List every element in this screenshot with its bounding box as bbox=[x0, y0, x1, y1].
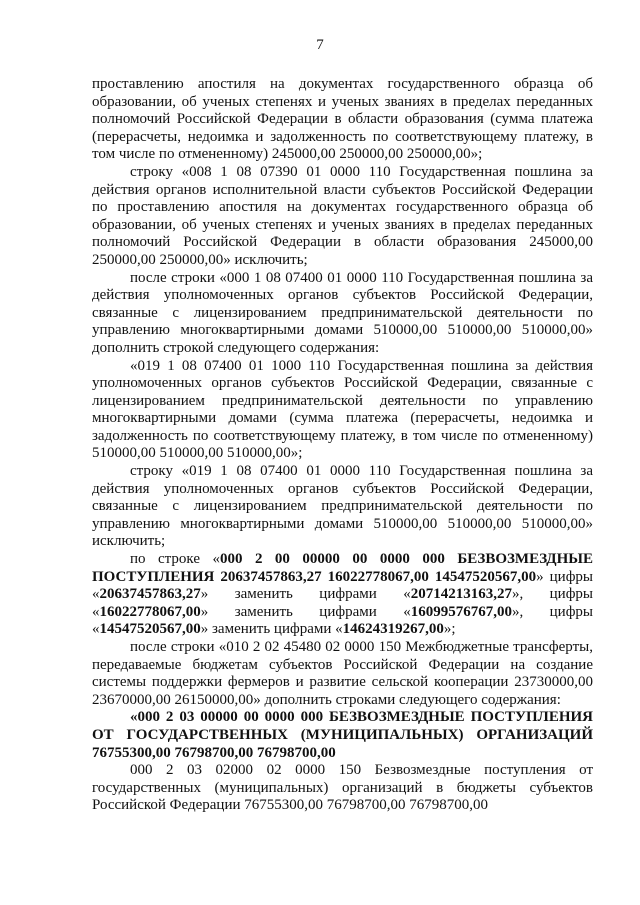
text-run: » заменить цифрами « bbox=[200, 621, 343, 638]
page-number: 7 bbox=[316, 37, 324, 53]
paragraph bbox=[92, 358, 593, 464]
bold-text-run: 20637457863,27 bbox=[99, 586, 201, 603]
text-run: » заменить цифрами « bbox=[200, 586, 411, 603]
bold-text-run: 16099576767,00 bbox=[410, 603, 512, 620]
bold-text-run: 20714213163,27 bbox=[410, 586, 512, 603]
paragraph bbox=[92, 270, 593, 358]
bold-text-run: 000 2 00 00000 00 0000 000 БЕЗВОЗМЕЗДНЫЕ ПОСТУПЛЕНИЯ 20637457863,27 16022778067,00 14547520567,00 bbox=[92, 551, 594, 585]
text-run: » заменить цифрами « bbox=[200, 603, 411, 620]
document-body bbox=[92, 76, 593, 815]
text-run: «019 1 08 07400 01 1000 110 Государственная пошлина за действия уполномоченных органов субъектов Российской Федерации, связанные с лицензированием предпринимательской деятельности по управлению многоквартирными домами (сумма платежа (перерасчеты, недоимка и задолженность по соответствующему платежу, в том числе по отмененному) 510000,00 510000,00 510000,00»; bbox=[92, 357, 593, 462]
text-run: проставлению апостиля на документах государственного образца об образовании, об ученых степенях и ученых званиях в пределах переданных полномочий Российской Федерации в области образования (сумма платежа (перерасчеты, недоимка и задолженность по соответствующему платежу, в том числе по отмененному) 245000,00 250000,00 250000,00»; bbox=[92, 76, 593, 163]
paragraph bbox=[92, 76, 593, 164]
paragraph bbox=[92, 551, 593, 639]
text-run: 000 2 03 02000 02 0000 150 Безвозмездные поступления от государственных (муниципальных) организаций в бюджеты субъектов Российской Федерации 76755300,00 76798700,00 76798700,00 bbox=[92, 762, 593, 814]
text-run: »; bbox=[443, 621, 456, 638]
text-run: по строке « bbox=[130, 551, 220, 568]
text-run: » цифры « bbox=[92, 568, 593, 603]
text-run: после строки «000 1 08 07400 01 0000 110 Государственная пошлина за действия уполномоченных органов субъектов Российской Федерации, связанные с лицензированием предпринимательской деятельности по управлению многоквартирными домами 510000,00 510000,00 510000,00» дополнить строкой следующего содержания: bbox=[92, 269, 593, 356]
paragraph bbox=[92, 164, 593, 270]
bold-text-run: 14547520567,00 bbox=[99, 621, 201, 638]
paragraph bbox=[92, 639, 593, 709]
text-run: », цифры « bbox=[92, 603, 593, 638]
bold-text-run: 16022778067,00 bbox=[99, 603, 201, 620]
paragraph bbox=[92, 709, 593, 762]
text-run: », цифры « bbox=[92, 586, 593, 620]
text-run: строку «008 1 08 07390 01 0000 110 Государственная пошлина за действия органов исполнительной власти субъектов Российской Федерации по проставлению апостиля на документах государственного образца об образовании, об ученых степенях и ученых званиях в пределах переданных полномочий Российской Федерации в области образования 245000,00 250000,00 250000,00» исключить; bbox=[92, 163, 593, 268]
bold-text-run: 14624319267,00 bbox=[342, 621, 444, 638]
text-run: после строки «010 2 02 45480 02 0000 150 Межбюджетные трансферты, передаваемые бюджетам субъектов Российской Федерации на создание системы поддержки фермеров и развитие сельской кооперации 23730000,00 23670000,00 26150000,00» дополнить строками следующего содержания: bbox=[92, 639, 593, 708]
paragraph bbox=[92, 463, 593, 551]
text-run: строку «019 1 08 07400 01 0000 110 Государственная пошлина за действия уполномоченных органов субъектов Российской Федерации, связанные с лицензированием предпринимательской деятельности по управлению многоквартирными домами 510000,00 510000,00 510000,00» исключить; bbox=[92, 463, 593, 550]
bold-text-run: «000 2 03 00000 00 0000 000 БЕЗВОЗМЕЗДНЫЕ ПОСТУПЛЕНИЯ ОТ ГОСУДАРСТВЕННЫХ (МУНИЦИПАЛЬНЫХ) ОРГАНИЗАЦИЙ 76755300,00 76798700,00 76798700,00 bbox=[92, 709, 593, 761]
paragraph bbox=[92, 762, 593, 815]
